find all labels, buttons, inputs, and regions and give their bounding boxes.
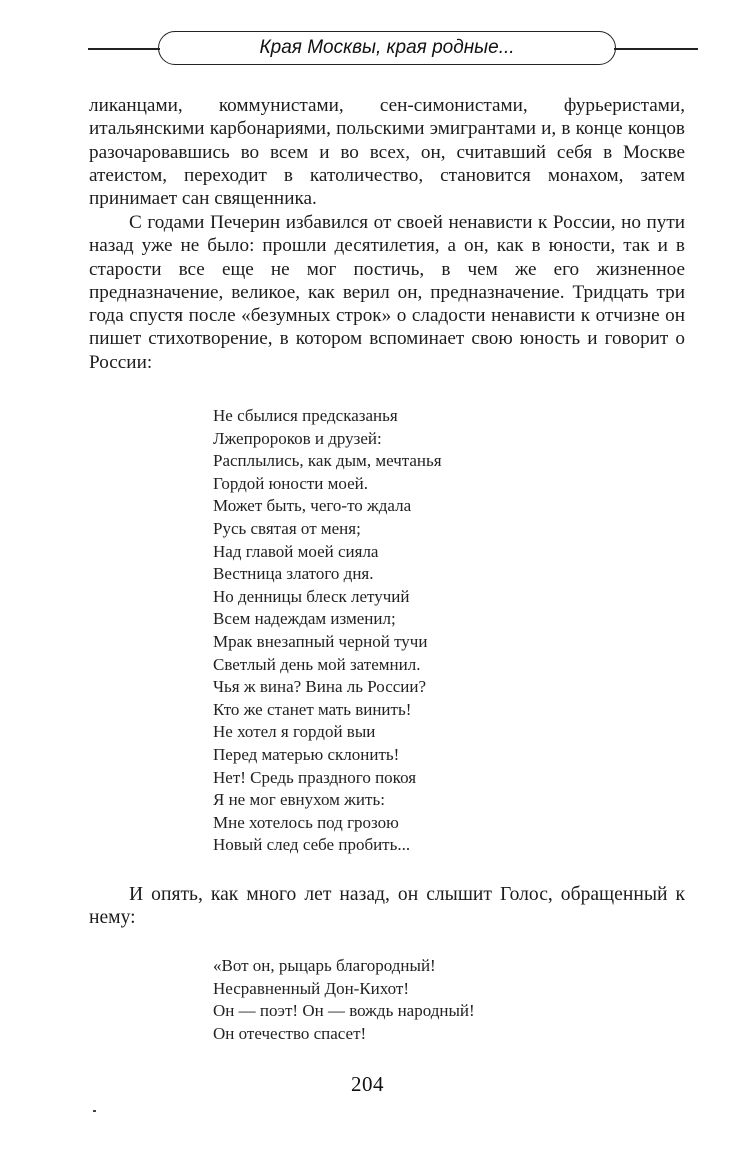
poem-line: Вестница златого дня. — [213, 564, 374, 584]
print-speck — [93, 1110, 96, 1112]
poem-stanza-2 — [213, 955, 613, 1045]
poem-stanza-1 — [213, 405, 613, 857]
poem-line: Он отечество спасет! — [213, 1023, 367, 1043]
page-number: 204 — [351, 1072, 384, 1096]
poem-line: Я не мог евнухом жить: — [213, 790, 385, 810]
poem-line: Гордой юности моей. — [213, 473, 369, 493]
poem-line: Несравненный Дон-Кихот! — [213, 978, 409, 998]
poem-line: Не сбылися предсказанья — [213, 406, 398, 425]
poem-line: «Вот он, рыцарь благородный! — [213, 956, 436, 975]
header-rule-right — [614, 48, 698, 50]
poem-line: Мрак внезапный черной тучи — [213, 631, 428, 651]
poem-line: Расплылись, как дым, мечтанья — [213, 451, 442, 471]
paragraph-3: И опять, как много лет назад, он слышит Голос, обращенный к нему: — [89, 884, 685, 929]
paragraph-1: ликанцами, коммунистами, сен-симонистами, фурьеристами, итальянскими карбонариями, польскими эмигрантами и, в конце концов разочаровавшись во всем и во всех, он, считавший себя в Москве атеистом, переходит в католичество, становится монахом, затем принимает сан священника. — [89, 95, 685, 210]
poem-line: Светлый день мой затемнил. — [213, 654, 421, 674]
paragraph-2: С годами Печерин избавился от своей ненависти к России, но пути назад уже не было: прошли десятилетия, а он, как в юности, так и в старости все еще не мог постичь, в чем же его жизненное предназначение, великое, как верил он, предназначение. Тридцать три года спустя после «безумных строк» о сладости ненависти к отчизне он пишет стихотворение, в котором вспоминает свою юность и говорит о России: — [89, 212, 685, 373]
running-header-title: Края Москвы, края родные... — [158, 31, 616, 65]
poem-line: Нет! Средь праздного покоя — [213, 767, 417, 787]
poem-line: Над главой моей сияла — [213, 541, 379, 561]
poem-line: Всем надеждам изменил; — [213, 609, 396, 629]
poem-line: Но денницы блеск летучий — [213, 586, 410, 606]
poem-line: Новый след себе пробить... — [213, 835, 411, 855]
poem-line: Кто же станет мать винить! — [213, 699, 412, 719]
poem-line: Русь святая от меня; — [213, 518, 361, 538]
poem-line: Лжепророков и друзей: — [213, 428, 382, 448]
header-rule-left — [88, 48, 160, 50]
poem-line: Не хотел я гордой выи — [213, 722, 376, 742]
poem-line: Перед матерью склонить! — [213, 744, 400, 764]
poem-line: Мне хотелось под грозою — [213, 812, 399, 832]
poem-line: Может быть, чего-то ждала — [213, 496, 412, 516]
poem-line: Он — поэт! Он — вождь народный! — [213, 1001, 475, 1021]
running-header — [88, 28, 698, 70]
poem-line: Чья ж вина? Вина ль России? — [213, 677, 427, 697]
